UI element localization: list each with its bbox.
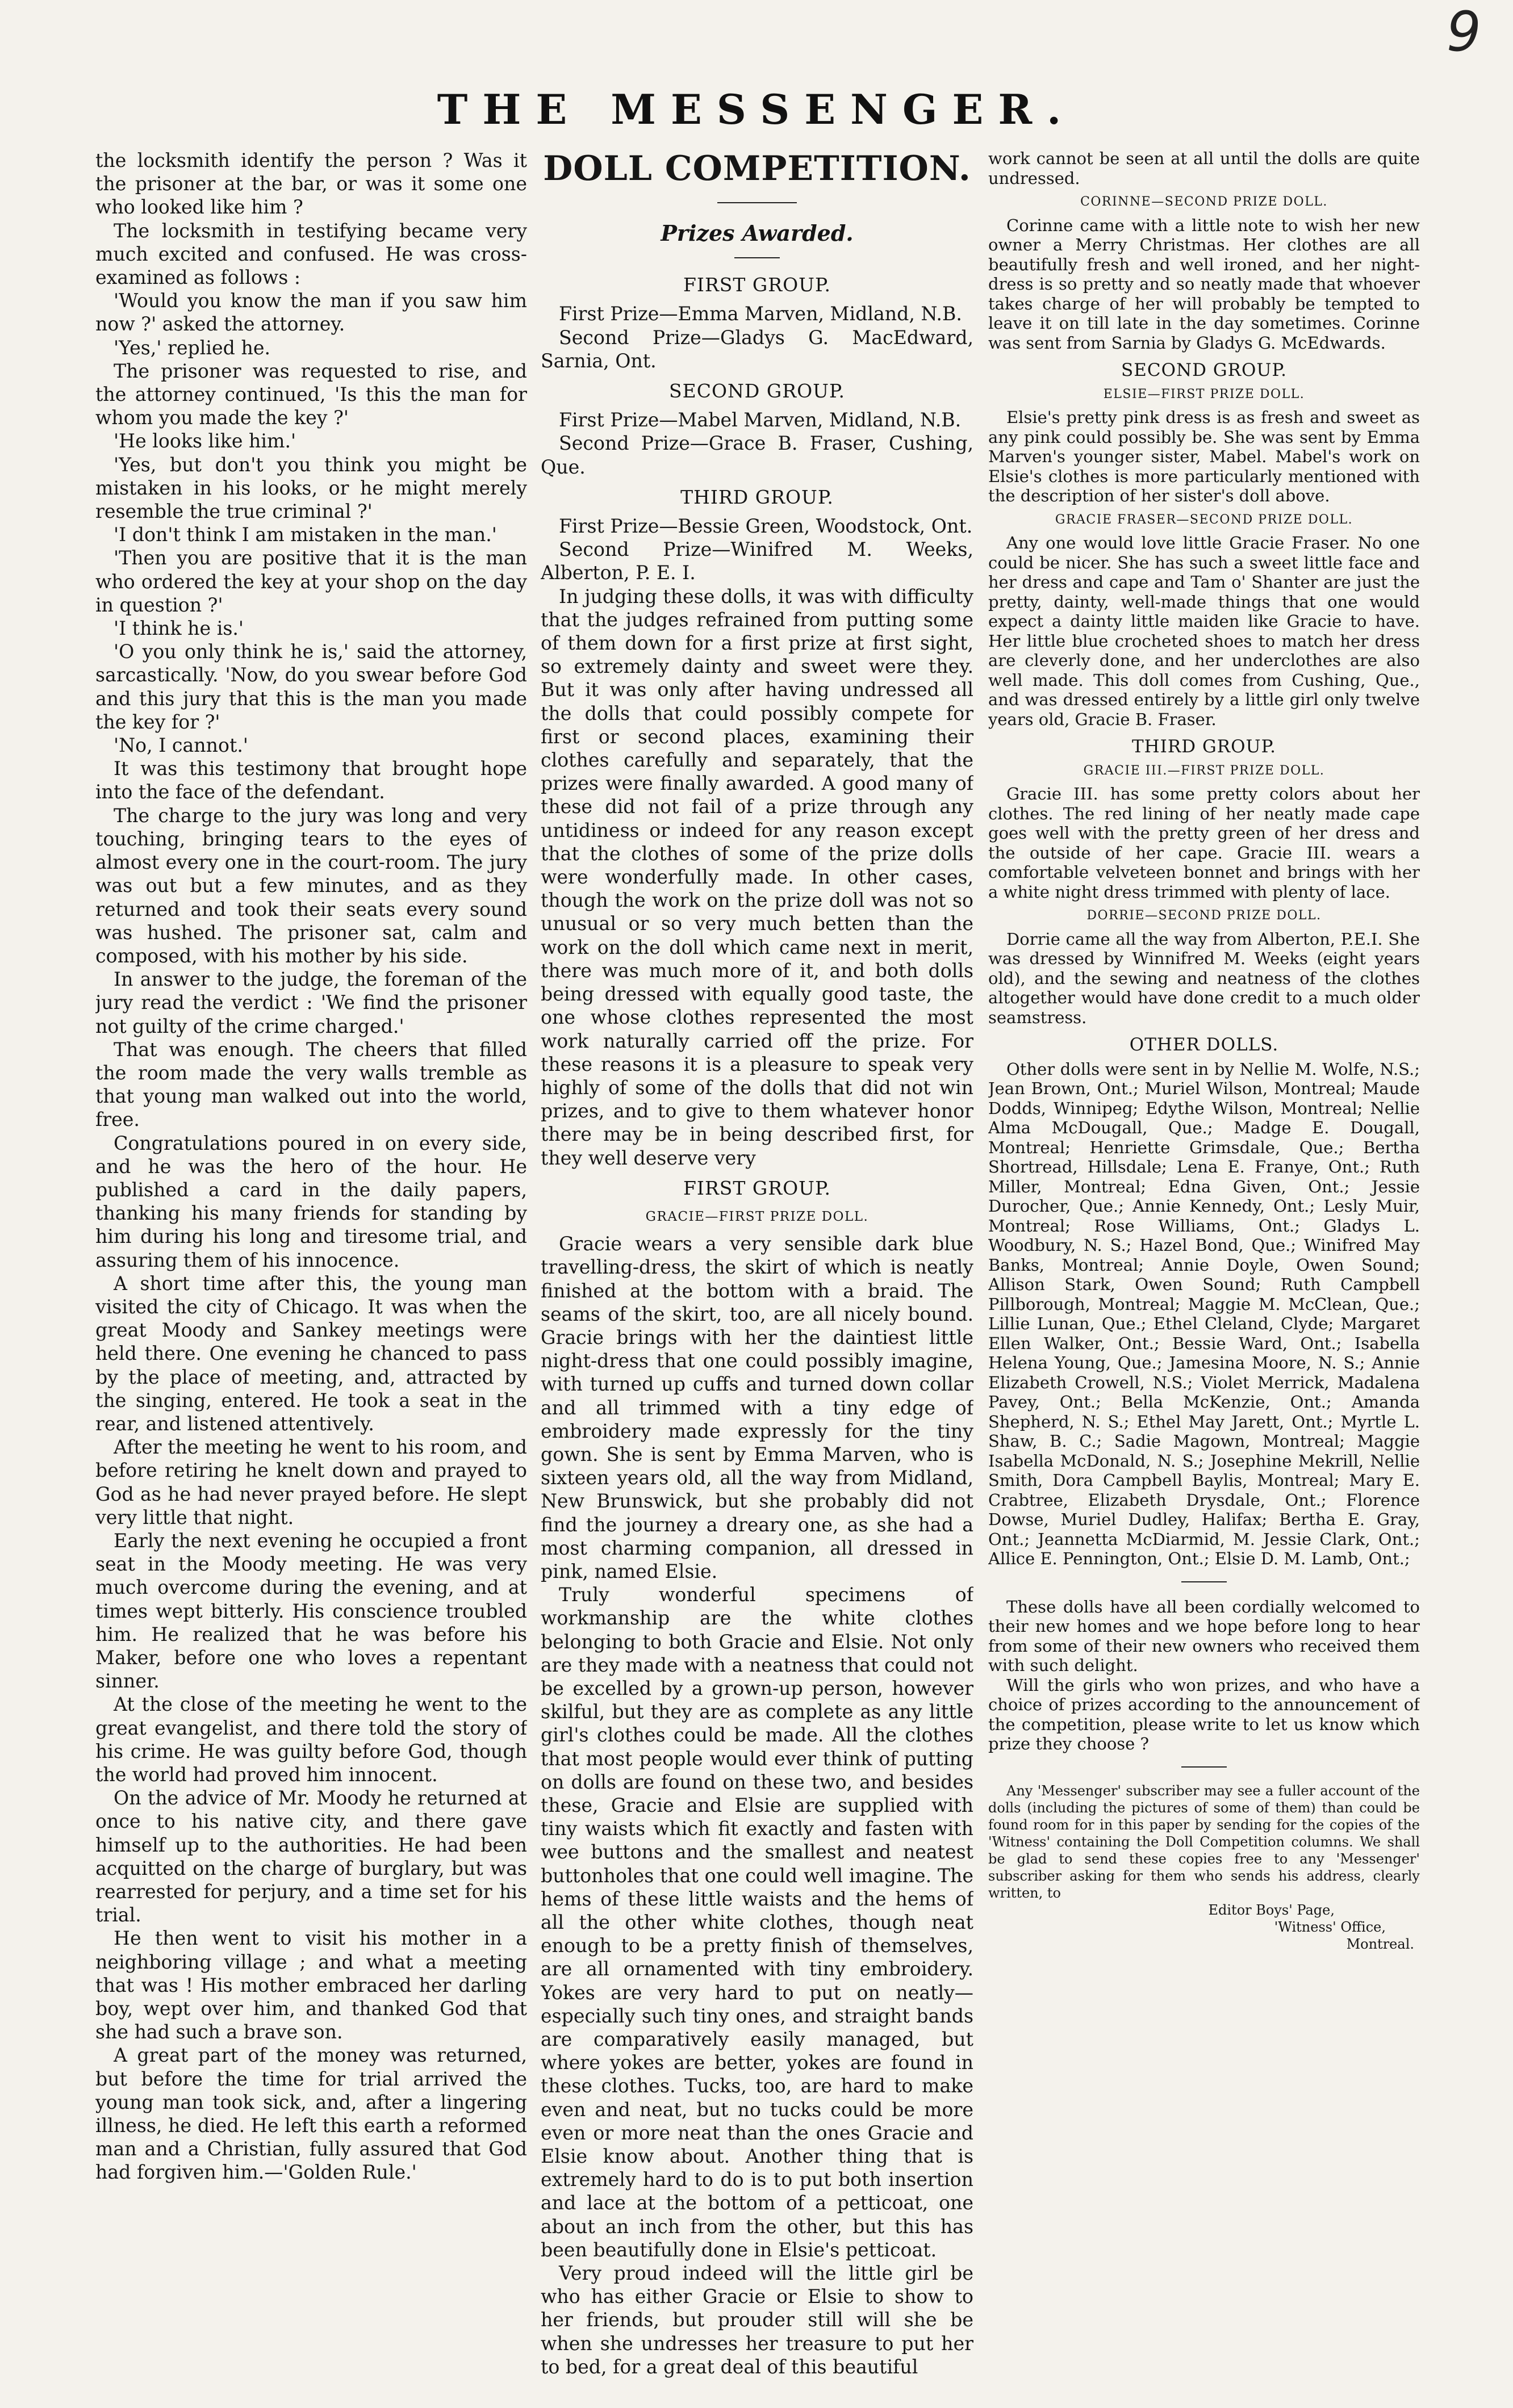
group-heading: FIRST GROUP. <box>683 274 831 296</box>
doll-heading: CORINNE—SECOND PRIZE DOLL. <box>1080 195 1328 209</box>
paragraph: 'Yes,' replied he. <box>114 336 271 359</box>
paragraph: Truly wonderful specimens of workmanship are the white clothes belonging to both Gracie and Elsie. Not only are they made with a neatness that could not be excelled by a grown-up person, however skilful, but they are as complete as any little girl's clothes could be made. All the clothes that most people would ever think of putting on dolls are found on these two, and besides these, Gracie and Elsie are supplied with tiny waists which fit exactly and fasten with wee buttons and the smallest and neatest buttonholes that one could well imagine. The hems of these little waists and the hems of all the other white clothes, though neat enough to be a pretty finish of themselves, are all ornamented with tiny embroidery. Yokes are very hard to put on neatly—especially such tiny ones, and straight bands are comparatively easily managed, but where yokes are better, yokes are found in these clothes. Tucks, too, are hard to make even and neat, but no tucks could be more even or more neat than the ones Gracie and Elsie know about. Another thing that is extremely hard to do is to put both insertion and lace at the bottom of a petticoat, one about an inch from the other, but this has been beautifully done in Elsie's petticoat. <box>541 1584 973 2261</box>
paragraph: 'Yes, but don't you think you might be mistaken in his looks, or he might merely resemble the true criminal ?' <box>95 453 527 523</box>
paragraph: These dolls have all been cordially welcomed to their new homes and we hope before long to hear from some of their new owners who received them with such delight. <box>988 1597 1420 1675</box>
prize-line: First Prize—Mabel Marven, Midland, N.B. <box>559 409 962 432</box>
paragraph: Will the girls who won prizes, and who have a choice of prizes according to the announcement of the competition, please write to let us know which prize they choose ? <box>988 1675 1420 1753</box>
prize-line: Second Prize—Winifred M. Weeks, Alberton, P. E. I. <box>541 538 973 584</box>
paragraph: 'I don't think I am mistaken in the man.' <box>114 524 497 546</box>
paragraph: It was this testimony that brought hope into the face of the defendant. <box>95 757 527 803</box>
paragraph: Early the next evening he occupied a front seat in the Moody meeting. He was very much overcome during the evening, and at times wept bitterly. His conscience troubled him. He realized that he was before his Maker, before one who loves a repentant sinner. <box>95 1529 527 1693</box>
prize-line: First Prize—Bessie Green, Woodstock, Ont. <box>559 515 973 538</box>
paragraph: That was enough. The cheers that filled the room made the very walls tremble as that young man walked out into the world, free. <box>95 1038 527 1131</box>
paragraph: In answer to the judge, the foreman of the jury read the verdict : 'We find the prisoner not guilty of the crime charged.' <box>95 968 527 1037</box>
group-heading: THIRD GROUP. <box>1131 736 1277 757</box>
story-column <box>95 149 527 2392</box>
group-heading: THIRD GROUP. <box>680 485 834 508</box>
paragraph: He then went to visit his mother in a neighboring village ; and what a meeting that was ! His mother embraced her darling boy, wept over him, and thanked God that she had such a brave son. <box>95 1927 527 2043</box>
paragraph: The charge to the jury was long and very touching, bringing tears to the eyes of almost every one in the court-room. The jury was out but a few minutes, and as they returned and took their seats every sound was hushed. The prisoner sat, calm and composed, with his mother by his side. <box>95 804 527 967</box>
masthead: THE MESSENGER. <box>437 85 1076 133</box>
paragraph: Gracie III. has some pretty colors about her clothes. The red lining of her neatly made cape goes well with the pretty green of her dress and the outside of her cape. Gracie III. wears a comfortable velveteen bonnet and brings with her a white night dress trimmed with plenty of lace. <box>988 784 1420 902</box>
paragraph: 'He looks like him.' <box>114 430 296 453</box>
paragraph: Congratulations poured in on every side, and he was the hero of the hour. He published a card in the daily papers, thanking his many friends for standing by him during his long and tiresome trial, and assuring them of his innocence. <box>95 1132 527 1271</box>
article-subtitle: Prizes Awarded. <box>661 220 854 246</box>
paragraph: Very proud indeed will the little girl be who has either Gracie or Elsie to show to her friends, but prouder still will she be when she undresses her treasure to put her to bed, for a great deal of this beautiful <box>541 2262 973 2378</box>
prize-line: First Prize—Emma Marven, Midland, N.B. <box>559 303 962 325</box>
paragraph: After the meeting he went to his room, and before retiring he knelt down and prayed to God as he had never prayed before. He slept very little that night. <box>95 1436 527 1528</box>
doll-heading: ELSIE—FIRST PRIZE DOLL. <box>1103 387 1305 401</box>
paragraph: On the advice of Mr. Moody he returned at once to his native city, and there gave himself up to the authorities. He had been acquitted on the charge of burglary, but was rearrested for perjury, and a time set for his trial. <box>95 1787 527 1927</box>
paragraph: work cannot be seen at all until the dolls are quite undressed. <box>988 149 1420 188</box>
group-heading: SECOND GROUP. <box>669 380 845 403</box>
paragraph: The prisoner was requested to rise, and the attorney continued, 'Is this the man for whom you made the key ?' <box>95 359 527 429</box>
doll-heading: GRACIE FRASER—SECOND PRIZE DOLL. <box>1055 512 1353 527</box>
subscriber-note: Any 'Messenger' subscriber may see a fuller account of the dolls (including the pictures of some of them) than could be found room for in this paper by sending for the copies of the 'Witness' containing the Doll Competition columns. We shall be glad to send these copies free to any 'Messenger' subscriber asking for them who sends his address, clearly written, to <box>988 1782 1420 1901</box>
paragraph: the locksmith identify the person ? Was it the prisoner at the bar, or was it some one who looked like him ? <box>95 149 527 219</box>
paragraph: The locksmith in testifying became very much excited and confused. He was cross-examined as follows : <box>95 219 527 289</box>
paragraph: Corinne came with a little note to wish her new owner a Merry Christmas. Her clothes are all beautifully fresh and well ironed, and her night-dress is so pretty and so neatly made that whoever takes charge of her will probably be tempted to leave it on till late in the day sometimes. Corinne was sent from Sarnia by Gladys G. McEdwards. <box>988 215 1420 353</box>
divider <box>717 202 797 203</box>
paragraph: 'O you only think he is,' said the attorney, sarcastically. 'Now, do you swear before God and this jury that this is the man you made the key for ?' <box>95 640 527 733</box>
article-title: DOLL COMPETITION. <box>543 149 971 189</box>
paragraph: In judging these dolls, it was with difficulty that the judges refrained from putting some of them down for a first prize at first sight, so extremely dainty and sweet were they. But it was only after having undressed all the dolls that could possibly compete for first or second places, examining their clothes carefully and separately, that the prizes were finally awarded. A good many of these did not fail of a prize through any untidiness or indeed for any reason except that the clothes of some of the prize dolls were wonderfully made. In other cases, though the work on the prize doll was not so unusual or so very much betten than the work on the doll which came next in merit, there was much more of it, and both dolls being dressed with equally good taste, the one whose clothes represented the most work naturally carried off the prize. For these reasons it is a pleasure to speak very highly of some of the dolls that did not win prizes, and to give to them whatever honor there may be in being described first, for they well deserve very <box>541 585 973 1169</box>
prize-line: Second Prize—Gladys G. MacEdward, Sarnia, Ont. <box>541 326 973 372</box>
paragraph: Gracie wears a very sensible dark blue travelling-dress, the skirt of which is neatly finished at the bottom with a braid. The seams of the skirt, too, are all nicely bound. Gracie brings with her the daintiest little night-dress that one could possibly imagine, with turned up cuffs and turned down collar and all trimmed with a tiny edge of embroidery made expressly for the tiny gown. She is sent by Emma Marven, who is sixteen years old, all the way from Midland, New Brunswick, but she probably did not find the journey a dreary one, as she had a most charming companion, all dressed in pink, named Elsie. <box>541 1233 973 1582</box>
paragraph: 'No, I cannot.' <box>114 734 249 757</box>
competition-column-continued <box>988 149 1420 2392</box>
paragraph: 'I think he is.' <box>114 617 244 640</box>
paragraph: 'Would you know the man if you saw him now ?' asked the attorney. <box>95 290 527 336</box>
paragraph: A great part of the money was returned, but before the time for trial arrived the young man took sick, and, after a lingering illness, he died. He left this earth a reformed man and a Christian, fully assured that God had forgiven him.—'Golden Rule.' <box>95 2044 527 2184</box>
paragraph: Dorrie came all the way from Alberton, P.E.I. She was dressed by Winnifred M. Weeks (eight years old), and the sewing and neatness of the clothes altogether would have done credit to a much older seamstress. <box>988 929 1420 1027</box>
paragraph: 'Then you are positive that it is the man who ordered the key at your shop on the day in question ?' <box>95 547 527 616</box>
competition-column <box>541 149 973 2392</box>
group-heading: SECOND GROUP. <box>1121 360 1287 380</box>
page-number: 9 <box>1446 0 1481 64</box>
doll-heading: GRACIE III.—FIRST PRIZE DOLL. <box>1083 763 1325 778</box>
divider <box>1181 1766 1227 1768</box>
signature-line: Editor Boys' Page, <box>1208 1902 1335 1918</box>
divider <box>734 257 780 258</box>
doll-heading: DORRIE—SECOND PRIZE DOLL. <box>1086 908 1322 923</box>
group-heading: OTHER DOLLS. <box>1129 1035 1279 1055</box>
paragraph: At the close of the meeting he went to the great evangelist, and there told the story of his crime. He was guilty before God, though the world had proved him innocent. <box>95 1693 527 1786</box>
paragraph: Elsie's pretty pink dress is as fresh and sweet as any pink could possibly be. She was sent by Emma Marven's younger sister, Mabel. Mabel's work on Elsie's clothes is more particularly mentioned with the description of her sister's doll above. <box>988 408 1420 505</box>
paragraph: A short time after this, the young man visited the city of Chicago. It was when the great Moody and Sankey meetings were held there. One evening he chanced to pass by the place of meeting, and, attracted by the singing, entered. He took a seat in the rear, and listened attentively. <box>95 1272 527 1435</box>
signature-line: Montreal. <box>1346 1936 1414 1952</box>
paragraph: Any one would love little Gracie Fraser. No one could be nicer. She has such a sweet little face and her dress and cape and Tam o' Shanter are just the pretty, dainty, well-made things that one would expect a dainty little maiden like Gracie to have. Her little blue crocheted shoes to match her dress are cleverly done, and her underclothes are also well made. This doll comes from Cushing, Que., and was dressed entirely by a little girl only twelve years old, Gracie B. Fraser. <box>988 533 1420 729</box>
doll-heading: GRACIE—FIRST PRIZE DOLL. <box>645 1209 869 1224</box>
group-heading: FIRST GROUP. <box>683 1176 831 1199</box>
paragraph: Other dolls were sent in by Nellie M. Wolfe, N.S.; Jean Brown, Ont.; Muriel Wilson, Montreal; Maude Dodds, Winnipeg; Edythe Wilson, Montreal; Nellie Alma McDougall, Que.; Madge E. Dougall, Montreal; Henriette Grimsdale, Que.; Bertha Shortread, Hillsdale; Lena E. Franye, Ont.; Ruth Miller, Montreal; Edna Given, Ont.; Jessie Durocher, Que.; Annie Kennedy, Ont.; Lesly Muir, Montreal; Rose Williams, Ont.; Gladys L. Woodbury, N. S.; Hazel Bond, Que.; Winifred May Banks, Montreal; Annie Doyle, Owen Sound; Allison Stark, Owen Sound; Ruth Campbell Pillborough, Montreal; Maggie M. McClean, Que.; Lillie Lunan, Que.; Ethel Cleland, Clyde; Margaret Ellen Walker, Ont.; Bessie Ward, Ont.; Isabella Helena Young, Que.; Jamesina Moore, N. S.; Annie Elizabeth Crowell, N.S.; Violet Merrick, Madalena Pavey, Ont.; Bella McKenzie, Ont.; Amanda Shepherd, N. S.; Ethel May Jarett, Ont.; Myrtle L. Shaw, B. C.; Sadie Magown, Montreal; Maggie Isabella McDonald, N. S.; Josephine Mekrill, Nellie Smith, Dora Campbell Baylis, Montreal; Mary E. Crabtree, Elizabeth Drysdale, Ont.; Florence Dowse, Muriel Dudley, Halifax; Bertha E. Gray, Ont.; Jeannetta McDiarmid, M. Jessie Clark, Ont.; Allice E. Pennington, Ont.; Elsie D. M. Lamb, Ont.; <box>988 1059 1420 1568</box>
prize-line: Second Prize—Grace B. Fraser, Cushing, Que. <box>541 432 973 478</box>
divider <box>1181 1581 1227 1582</box>
signature-line: 'Witness' Office, <box>1274 1919 1386 1935</box>
